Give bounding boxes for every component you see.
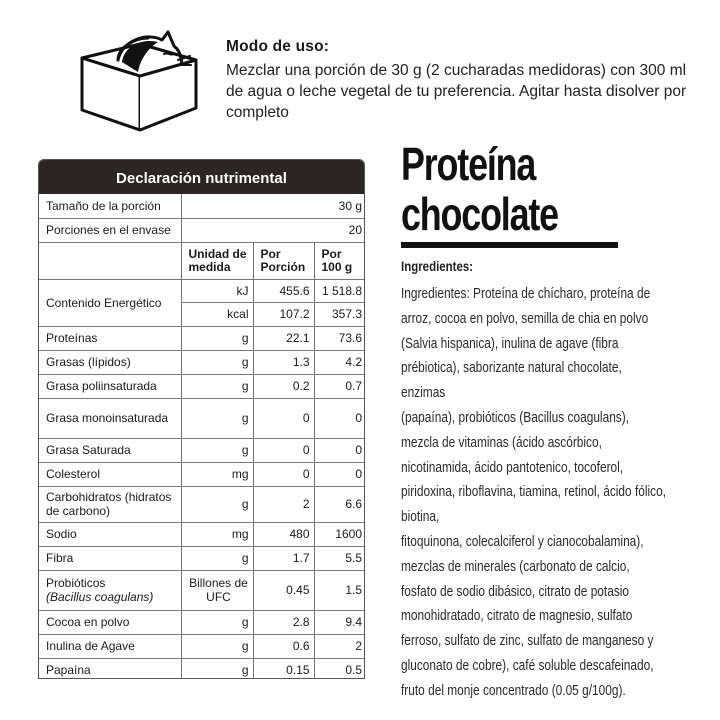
- nutrient-unit: g: [181, 486, 253, 522]
- nutrient-unit: g: [181, 374, 253, 398]
- table-row: [39, 438, 365, 462]
- ingredients-line: arroz, cocoa en polvo, semilla de chia en polvo: [401, 310, 649, 327]
- serving-size-value: 30 g: [181, 194, 365, 218]
- energy-kj-portion: 455.6: [253, 279, 314, 302]
- nutrient-name: Fibra: [39, 546, 181, 570]
- nutrient-unit: g: [181, 350, 253, 374]
- nutrient-portion: 1.3: [253, 350, 314, 374]
- nutrient-name: Grasa monoinsaturada: [39, 398, 181, 438]
- energy-row-kj: [39, 279, 365, 302]
- nutrient-unit: Billones de UFC: [181, 570, 253, 610]
- energy-kj-unit: kJ: [181, 279, 253, 302]
- nutrient-per-100g: 9.4: [314, 610, 365, 634]
- nutrient-per-100g: 2: [314, 634, 365, 658]
- nutrient-portion: 2.8: [253, 610, 314, 634]
- table-row: [39, 326, 365, 350]
- nutrient-name: Grasa poliinsaturada: [39, 374, 181, 398]
- nutrient-name: Papaína: [39, 658, 181, 679]
- nutrient-unit: g: [181, 634, 253, 658]
- nutrient-portion: 0.45: [253, 570, 314, 610]
- title-underline: [401, 242, 618, 248]
- nutrient-per-100g: 0.5: [314, 658, 365, 679]
- energy-kj-100g: 1 518.8: [314, 279, 365, 302]
- nutrient-per-100g: 5.5: [314, 546, 365, 570]
- nutrient-name: Carbohidratos (hidratos de carbono): [39, 486, 181, 522]
- ingredients-line: gluconato de cobre), café soluble descafeinado,: [401, 657, 654, 674]
- table-row: [39, 194, 365, 218]
- product-title-line2: chocolate: [401, 188, 558, 240]
- energy-kcal-unit: kcal: [181, 302, 253, 326]
- energy-kcal-portion: 107.2: [253, 302, 314, 326]
- usage-section: [226, 38, 706, 123]
- ingredients-line: (Salvia hispanica), inulina de agave (fibra: [401, 335, 619, 352]
- nutrient-per-100g: 6.6: [314, 486, 365, 522]
- nutrient-portion: 0: [253, 462, 314, 486]
- table-row: [39, 398, 365, 438]
- ingredients-label: Ingredientes:: [401, 258, 474, 274]
- nutrient-per-100g: 0.7: [314, 374, 365, 398]
- nutrient-name: Grasas (lípidos): [39, 350, 181, 374]
- nutrient-per-100g: 0: [314, 398, 365, 438]
- nutrient-unit: g: [181, 610, 253, 634]
- usage-text: Mezclar una porción de 30 g (2 cucharadas medidoras) con 300 ml de agua o leche vegetal de tu preferencia. Agitar hasta disolver por completo: [226, 62, 687, 121]
- table-row: [39, 462, 365, 486]
- nutrient-portion: 2: [253, 486, 314, 522]
- nutrient-portion: 1.7: [253, 546, 314, 570]
- table-row: [39, 546, 365, 570]
- nutrient-unit: g: [181, 546, 253, 570]
- nutrient-unit: mg: [181, 462, 253, 486]
- nutrient-per-100g: 0: [314, 462, 365, 486]
- cat-box-logo-icon: [78, 18, 202, 136]
- nutrient-rows: [39, 326, 365, 679]
- nutrient-per-100g: 0: [314, 438, 365, 462]
- nutrient-per-100g: 1600: [314, 522, 365, 546]
- product-title: [401, 138, 691, 240]
- nutrient-portion: 0: [253, 438, 314, 462]
- nutrient-unit: g: [181, 438, 253, 462]
- table-row: [39, 218, 365, 242]
- table-row: [39, 522, 365, 546]
- serving-size-label: Tamaño de la porción: [39, 194, 181, 218]
- servings-label: Porciones en el envase: [39, 218, 181, 242]
- nutrient-portion: 0.15: [253, 658, 314, 679]
- nutrient-name: Grasa Saturada: [39, 438, 181, 462]
- nutrient-unit: g: [181, 398, 253, 438]
- nutrient-name: Proteínas: [39, 326, 181, 350]
- col-unit-header: Unidad de medida: [181, 242, 253, 279]
- table-row: [39, 634, 365, 658]
- table-row: [39, 486, 365, 522]
- ingredients-line: mezcla de vitaminas (ácido ascórbico,: [401, 434, 602, 451]
- ingredients-line: fruto del monje concentrado (0.05 g/100g).: [401, 682, 626, 699]
- ingredients-line: nicotinamida, ácido pantotenico, tocoferol,: [401, 459, 624, 476]
- table-row: [39, 570, 365, 610]
- nutrient-per-100g: 4.2: [314, 350, 365, 374]
- ingredients-line: enzimas: [401, 385, 446, 402]
- nutrient-per-100g: 73.6: [314, 326, 365, 350]
- column-header-row: [39, 242, 365, 279]
- ingredients-line: biotina,: [401, 509, 440, 526]
- nutrient-name: Colesterol: [39, 462, 181, 486]
- nutrient-portion: 0.6: [253, 634, 314, 658]
- col-portion-header: Por Porción: [253, 242, 314, 279]
- nutrient-unit: mg: [181, 522, 253, 546]
- ingredients-line: (papaína), probióticos (Bacillus coagulans),: [401, 409, 630, 426]
- nutrient-per-100g: 1.5: [314, 570, 365, 610]
- ingredients-line: fitoquinona, colecalciferol y cianocobalamina),: [401, 533, 644, 550]
- nutrient-name: Cocoa en polvo: [39, 610, 181, 634]
- ingredients-line: ferroso, sulfato de zinc, sulfato de manganeso y: [401, 633, 654, 650]
- nutrient-portion: 0: [253, 398, 314, 438]
- nutrient-name: Sodio: [39, 522, 181, 546]
- ingredients-line: monohidratado, citrato de magnesio, sulfato: [401, 608, 633, 625]
- nutrient-unit: g: [181, 326, 253, 350]
- ingredients-line: Ingredientes: Proteína de chícharo, proteína de: [401, 286, 651, 302]
- nutrition-table: [38, 159, 365, 679]
- ingredients-line: mezclas de minerales (carbonato de calcio,: [401, 558, 630, 575]
- table-row: [39, 350, 365, 374]
- ingredients-text: [401, 282, 704, 704]
- energy-label: Contenido Energético: [39, 279, 181, 326]
- nutrient-name-sub: (Bacillus coagulans): [46, 590, 154, 604]
- nutrient-name: [39, 570, 181, 610]
- usage-title: Modo de uso:: [226, 38, 330, 55]
- nutrient-name: Inulina de Agave: [39, 634, 181, 658]
- nutrient-unit: g: [181, 658, 253, 679]
- table-row: [39, 374, 365, 398]
- nutrient-name-main: Probióticos: [46, 576, 106, 590]
- ingredients-line: fosfato de sodio dibásico, citrato de potasio: [401, 583, 630, 600]
- nutrient-portion: 22.1: [253, 326, 314, 350]
- product-title-line1: Proteína: [401, 138, 536, 190]
- ingredients-line: prébiotica), saborizante natural chocolate,: [401, 360, 622, 377]
- nutrient-portion: 0.2: [253, 374, 314, 398]
- nutrient-portion: 480: [253, 522, 314, 546]
- nutrition-header: Declaración nutrimental: [39, 160, 364, 194]
- col-100g-header: Por 100 g: [314, 242, 365, 279]
- ingredients-line: piridoxina, riboflavina, tiamina, retinol, ácido fólico,: [401, 484, 667, 501]
- table-row: [39, 658, 365, 679]
- energy-kcal-100g: 357.3: [314, 302, 365, 326]
- servings-value: 20: [181, 218, 365, 242]
- table-row: [39, 610, 365, 634]
